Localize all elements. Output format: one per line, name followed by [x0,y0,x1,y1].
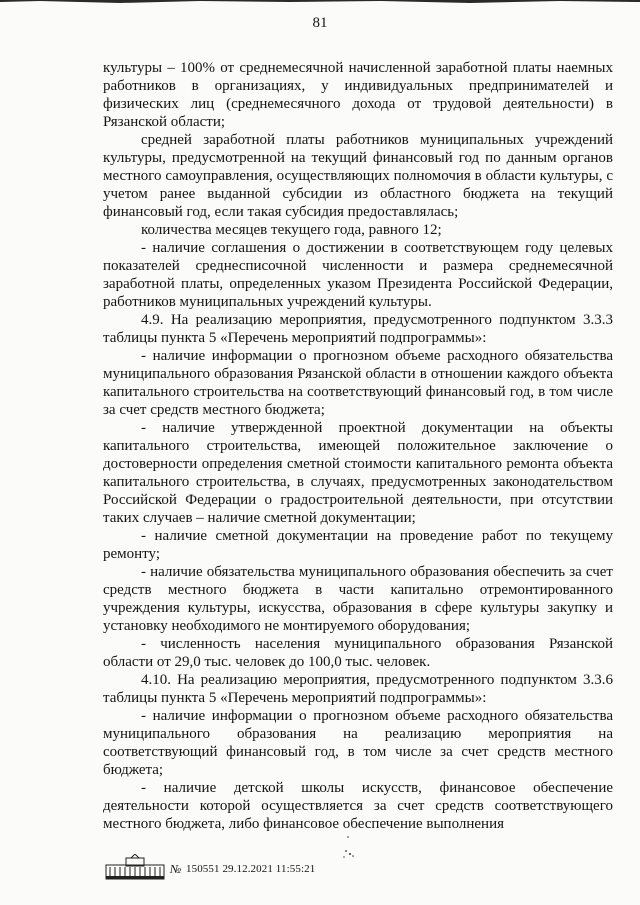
paragraph: - наличие информации о прогнозном объеме расходного обязательства муниципального образования на реализацию мероприятия на соответствующий финансовый год, в том числе за счет средств местного бюджета; [103,708,613,778]
scan-top-edge [0,0,640,6]
paragraph: - наличие соглашения о достижении в соответствующем году целевых показателей среднесписочной численности и размера среднемесячной заработной платы, определенных указом Президента Российской Федерации, работников муниципальных учреждений культуры. [103,240,613,310]
registration-symbol: № [170,862,182,876]
paragraph: - численность населения муниципального образования Рязанской области от 29,0 тыс. человек до 100,0 тыс. человек. [103,636,613,670]
paragraph: - наличие утвержденной проектной документации на объекты капитального строительства, имеющей положительное заключение о достоверности определения сметной стоимости капитального ремонта объекта капитального строительства, в случаях, предусмотренных законодательством Российской Федерации о градостроительной деятельности, при отсутствии таких случаев – наличие сметной документации; [103,420,613,526]
paragraph: количества месяцев текущего года, равного 12; [141,222,442,238]
paragraph: - наличие детской школы искусств, финансовое обеспечение деятельности которой осуществляется за счет средств соответствующего местного бюджета, либо финансовое обеспечение выполнения [103,780,613,832]
scan-specks [338,835,358,861]
registration-stamp-text: 150551 29.12.2021 11:55:21 [186,863,316,875]
document-body [103,59,613,833]
document-footer [104,854,364,884]
building-seal-icon [104,854,166,882]
page-number: 81 [312,15,328,31]
paragraph: 4.9. На реализацию мероприятия, предусмотренного подпунктом 3.3.3 таблицы пункта 5 «Перечень мероприятий подпрограммы»: [103,312,613,346]
paragraph: культуры – 100% от среднемесячной начисленной заработной платы наемных работников в организациях, у индивидуальных предпринимателей и физических лиц (среднемесячного дохода от трудовой деятельности) в Рязанской области; [103,60,613,130]
paragraph: 4.10. На реализацию мероприятия, предусмотренного подпунктом 3.3.6 таблицы пункта 5 «Перечень мероприятий подпрограммы»: [103,672,613,706]
paragraph: - наличие обязательства муниципального образования обеспечить за счет средств местного бюджета в части капитально отремонтированного учреждения культуры, искусства, образования в сфере культуры закупку и установку необходимого не монтируемого оборудования; [103,564,613,634]
paragraph: - наличие сметной документации на проведение работ по текущему ремонту; [103,528,613,562]
paragraph: - наличие информации о прогнозном объеме расходного обязательства муниципального образования Рязанской области в отношении каждого объекта капитального строительства на соответствующий финансовый год, в том числе за счет средств местного бюджета; [103,348,613,418]
paragraph: средней заработной платы работников муниципальных учреждений культуры, предусмотренной на текущий финансовый год по данным органов местного самоуправления, осуществляющих полномочия в области культуры, с учетом ранее выданной субсидии из областного бюджета на текущий финансовый год, если такая субсидия предоставлялась; [103,132,613,220]
